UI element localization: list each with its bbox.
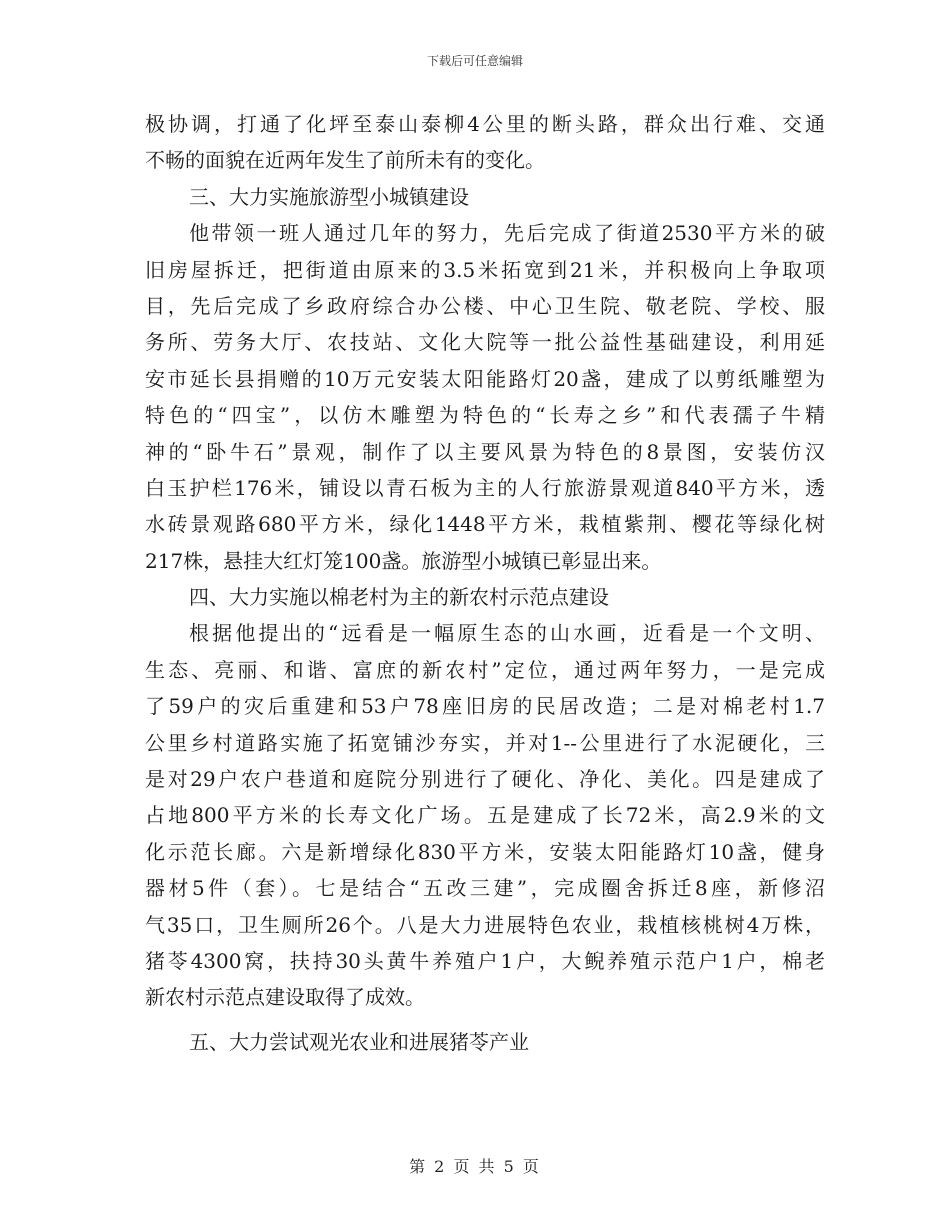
- body-line: 化示范长廊。六是新增绿化830平方米，安装太阳能路灯10盏，健身: [145, 839, 825, 864]
- body-line: 根据他提出的“远看是一幅原生态的山水画，近看是一个文明、: [189, 621, 825, 646]
- section-heading: 四、大力实施以棉老村为主的新农村示范点建设: [189, 585, 609, 610]
- body-line: 公里乡村道路实施了拓宽铺沙夯实，并对1--公里进行了水泥硬化，三: [145, 730, 825, 755]
- section-heading: 三、大力实施旅游型小城镇建设: [189, 184, 469, 209]
- body-line: 水砖景观路680平方米，绿化1448平方米，栽植紫荆、樱花等绿化树: [145, 512, 825, 537]
- body-line: 217株，悬挂大红灯笼100盏。旅游型小城镇已彰显出来。: [145, 548, 662, 573]
- page-header: 下载后可任意编辑: [426, 54, 523, 68]
- body-line: 器材5件（套）。七是结合“五改三建”，完成圈舍拆迁8座，新修沼: [145, 876, 825, 901]
- section-heading: 五、大力尝试观光农业和进展猪苓产业: [189, 1029, 529, 1054]
- body-line: 不畅的面貌在近两年发生了前所未有的变化。: [145, 148, 545, 173]
- body-line: 极协调，打通了化坪至泰山泰柳4公里的断头路，群众出行难、交通: [145, 112, 825, 136]
- body-line: 是对29户农户巷道和庭院分别进行了硬化、净化、美化。四是建成了: [145, 767, 825, 792]
- body-line: 目，先后完成了乡政府综合办公楼、中心卫生院、敬老院、学校、服: [145, 293, 825, 318]
- body-line: 了59户的灾后重建和53户78座旧房的民居改造；二是对棉老村1.7: [145, 694, 825, 719]
- body-line: 神的“卧牛石”景观，制作了以主要风景为特色的8景图，安装仿汉: [145, 439, 825, 464]
- body-line: 白玉护栏176米，铺设以青石板为主的人行旅游景观道840平方米，透: [145, 475, 825, 500]
- body-line: 占地800平方米的长寿文化广场。五是建成了长72米，高2.9米的文: [145, 803, 825, 828]
- body-line: 气35口，卫生厕所26个。八是大力进展特色农业，栽植核桃树4万株，: [145, 912, 825, 937]
- document-body: [145, 106, 825, 1060]
- body-line: 他带领一班人通过几年的努力，先后完成了街道2530平方米的破: [189, 221, 825, 246]
- body-line: 生态、亮丽、和谐、富庶的新农村”定位，通过两年努力，一是完成: [145, 657, 825, 682]
- body-line: 猪苓4300窝，扶持30头黄牛养殖户1户，大鲵养殖示范户1户，棉老: [145, 948, 825, 973]
- body-line: 新农村示范点建设取得了成效。: [145, 985, 425, 1010]
- page-number: 第 2 页 共 5 页: [409, 1157, 541, 1176]
- body-line: 特色的“四宝”，以仿木雕塑为特色的“长寿之乡”和代表孺子牛精: [145, 403, 825, 428]
- body-line: 旧房屋拆迁，把街道由原来的3.5米拓宽到21米，并积极向上争取项: [145, 257, 825, 282]
- body-line: 务所、劳务大厅、农技站、文化大院等一批公益性基础建设，利用延: [145, 330, 825, 355]
- body-line: 安市延长县捐赠的10万元安装太阳能路灯20盏，建成了以剪纸雕塑为: [145, 366, 825, 391]
